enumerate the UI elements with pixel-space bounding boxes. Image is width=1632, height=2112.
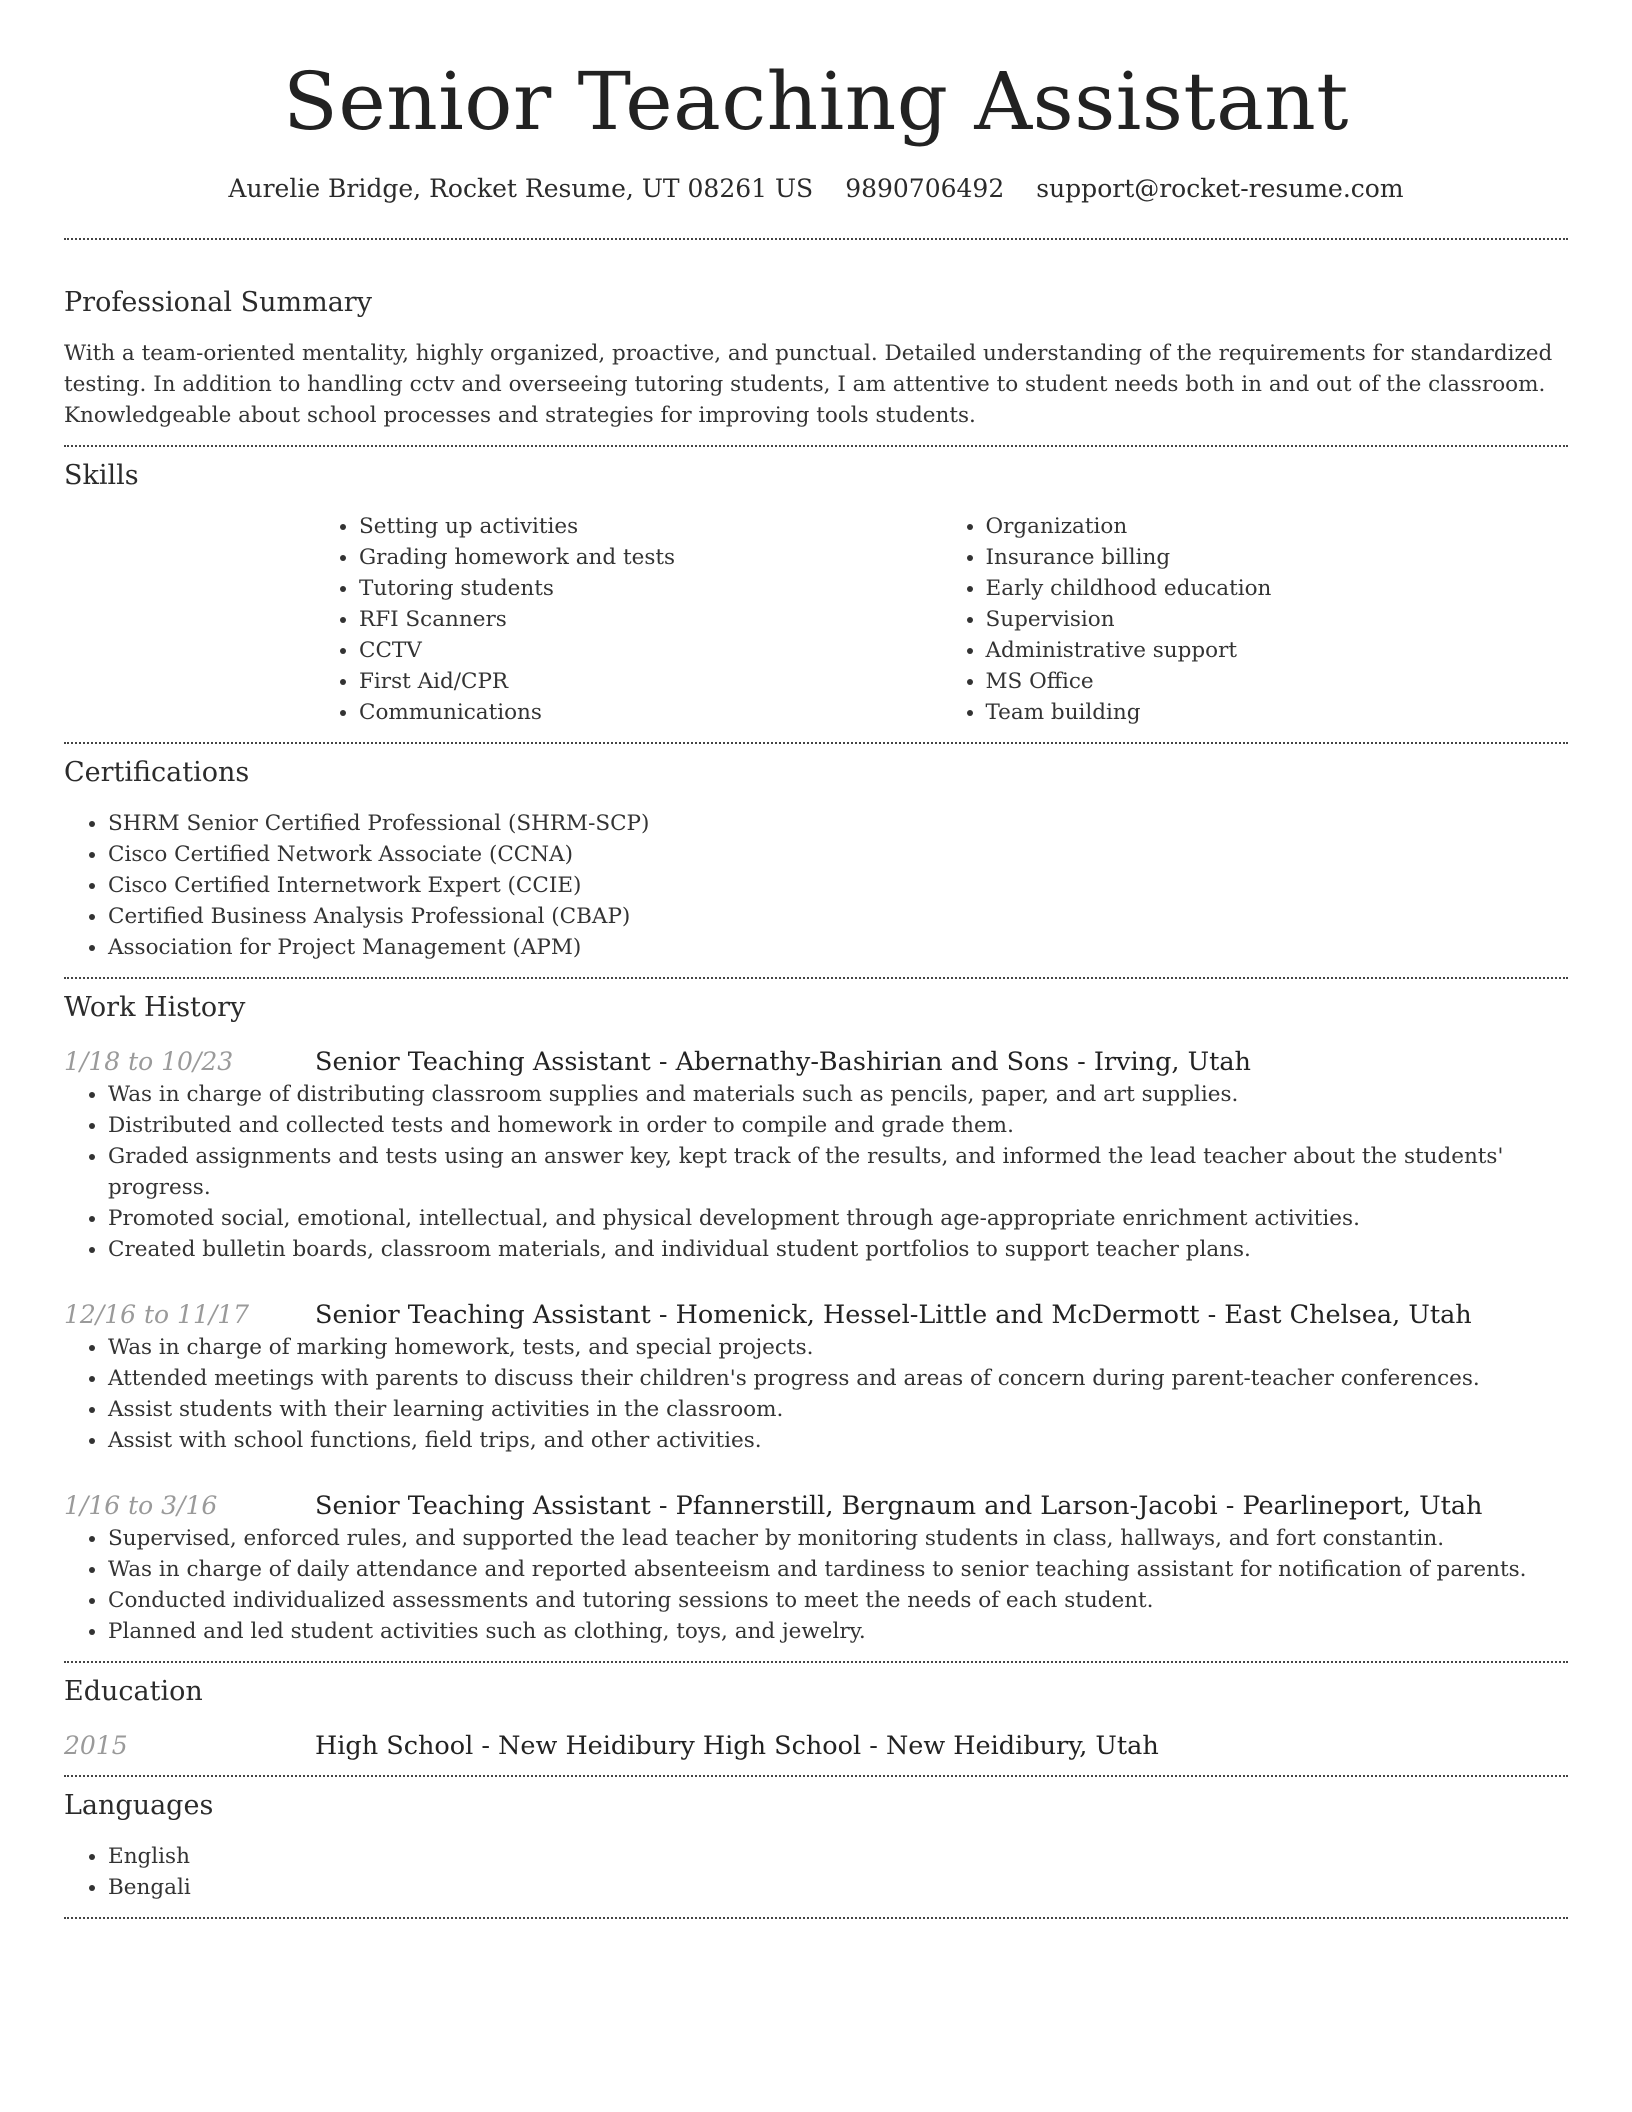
job-bullet: • Was in charge of daily attendance and reported absenteeism and tardiness to senior teaching assistant for notification of parents. (108, 1554, 1568, 1585)
education-heading: Education (64, 1676, 203, 1707)
skills-columns (315, 511, 1568, 728)
skills-list-right (942, 511, 1569, 728)
divider (64, 238, 1568, 240)
skill-item: • Supervision (986, 604, 1569, 635)
skills-heading: Skills (64, 460, 139, 491)
skills-list-left (315, 511, 942, 728)
contact-phone: 9890706492 (845, 174, 1005, 203)
certifications-heading: Certifications (64, 757, 250, 788)
job-bullet: • Graded assignments and tests using an answer key, kept track of the results, and informed the lead teacher about the students' progress. (108, 1141, 1568, 1203)
job-bullet: • Promoted social, emotional, intellectual, and physical development through age-appropriate enrichment activities. (108, 1203, 1568, 1234)
divider (64, 1917, 1568, 1919)
education-section (64, 1675, 1568, 1763)
job-bullet: • Planned and led student activities such as clothing, toys, and jewelry. (108, 1616, 1568, 1647)
job-entry (64, 1489, 1568, 1647)
contact-line (64, 172, 1568, 206)
divider (64, 977, 1568, 979)
job-bullet: • Created bulletin boards, classroom materials, and individual student portfolios to support teacher plans. (108, 1234, 1568, 1265)
certification-item: • Cisco Certified Internetwork Expert (CCIE) (108, 870, 1568, 901)
resume-title: Senior Teaching Assistant (283, 55, 1349, 148)
job-bullet: • Conducted individualized assessments and tutoring sessions to meet the needs of each student. (108, 1585, 1568, 1616)
skill-item: • Administrative support (986, 635, 1569, 666)
language-item: • Bengali (108, 1872, 1568, 1903)
certification-item: • Cisco Certified Network Associate (CCNA) (108, 839, 1568, 870)
divider (64, 742, 1568, 744)
certifications-list (64, 808, 1568, 963)
job-bullets (64, 1332, 1568, 1456)
job-bullet: • Supervised, enforced rules, and supported the lead teacher by monitoring students in class, hallways, and fort constantin. (108, 1523, 1568, 1554)
job-bullets (64, 1079, 1568, 1265)
summary-section (64, 286, 1568, 431)
work-history-heading: Work History (64, 992, 246, 1023)
divider (64, 445, 1568, 447)
education-entry (64, 1729, 1568, 1763)
certification-item: • SHRM Senior Certified Professional (SHRM-SCP) (108, 808, 1568, 839)
skill-item: • Communications (359, 697, 942, 728)
languages-heading: Languages (64, 1790, 214, 1821)
certifications-section (64, 756, 1568, 963)
skill-item: • Insurance billing (986, 542, 1569, 573)
skill-item: • Setting up activities (359, 511, 942, 542)
languages-section (64, 1789, 1568, 1903)
skill-item: • Grading homework and tests (359, 542, 942, 573)
job-bullets (64, 1523, 1568, 1647)
education-title: High School - New Heidibury High School - New Heidibury, Utah (315, 1731, 1159, 1761)
languages-list (64, 1841, 1568, 1903)
job-entry (64, 1045, 1568, 1265)
job-header (64, 1298, 1568, 1332)
job-entry (64, 1298, 1568, 1456)
work-history-section (64, 991, 1568, 1647)
contact-email: support@rocket-resume.com (1036, 174, 1404, 203)
job-dates: 12/16 to 11/17 (64, 1300, 250, 1329)
summary-heading: Professional Summary (64, 287, 372, 318)
education-year: 2015 (64, 1731, 128, 1760)
job-bullet: • Was in charge of marking homework, tests, and special projects. (108, 1332, 1568, 1363)
job-title: Senior Teaching Assistant - Homenick, Hessel-Little and McDermott - East Chelsea, Utah (315, 1300, 1472, 1330)
divider (64, 1661, 1568, 1663)
job-bullet: • Attended meetings with parents to discuss their children's progress and areas of concern during parent-teacher conferences. (108, 1363, 1568, 1394)
job-title: Senior Teaching Assistant - Abernathy-Bashirian and Sons - Irving, Utah (315, 1047, 1251, 1077)
job-header (64, 1045, 1568, 1079)
skill-item: • CCTV (359, 635, 942, 666)
skills-section (64, 459, 1568, 728)
skill-item: • Organization (986, 511, 1569, 542)
job-header (64, 1489, 1568, 1523)
job-dates: 1/18 to 10/23 (64, 1047, 234, 1076)
skill-item: • Team building (986, 697, 1569, 728)
job-bullet: • Assist with school functions, field trips, and other activities. (108, 1425, 1568, 1456)
summary-text: With a team-oriented mentality, highly organized, proactive, and punctual. Detailed understanding of the requirements for standardized testing. In addition to handling cctv and overseeing tutoring students, I am attentive to student needs both in and out of the classroom. Knowledgeable about school processes and strategies for improving tools students. (64, 341, 1553, 428)
language-item: • English (108, 1841, 1568, 1872)
skill-item: • RFI Scanners (359, 604, 942, 635)
certification-item: • Certified Business Analysis Professional (CBAP) (108, 901, 1568, 932)
skill-item: • First Aid/CPR (359, 666, 942, 697)
certification-item: • Association for Project Management (APM) (108, 932, 1568, 963)
job-bullet: • Distributed and collected tests and homework in order to compile and grade them. (108, 1110, 1568, 1141)
job-bullet: • Assist students with their learning activities in the classroom. (108, 1394, 1568, 1425)
job-bullet: • Was in charge of distributing classroom supplies and materials such as pencils, paper, and art supplies. (108, 1079, 1568, 1110)
skill-item: • Early childhood education (986, 573, 1569, 604)
divider (64, 1775, 1568, 1777)
skill-item: • MS Office (986, 666, 1569, 697)
job-dates: 1/16 to 3/16 (64, 1491, 218, 1520)
job-title: Senior Teaching Assistant - Pfannerstill, Bergnaum and Larson-Jacobi - Pearlineport, Utah (315, 1491, 1483, 1521)
contact-address: Aurelie Bridge, Rocket Resume, UT 08261 US (228, 174, 814, 203)
skill-item: • Tutoring students (359, 573, 942, 604)
